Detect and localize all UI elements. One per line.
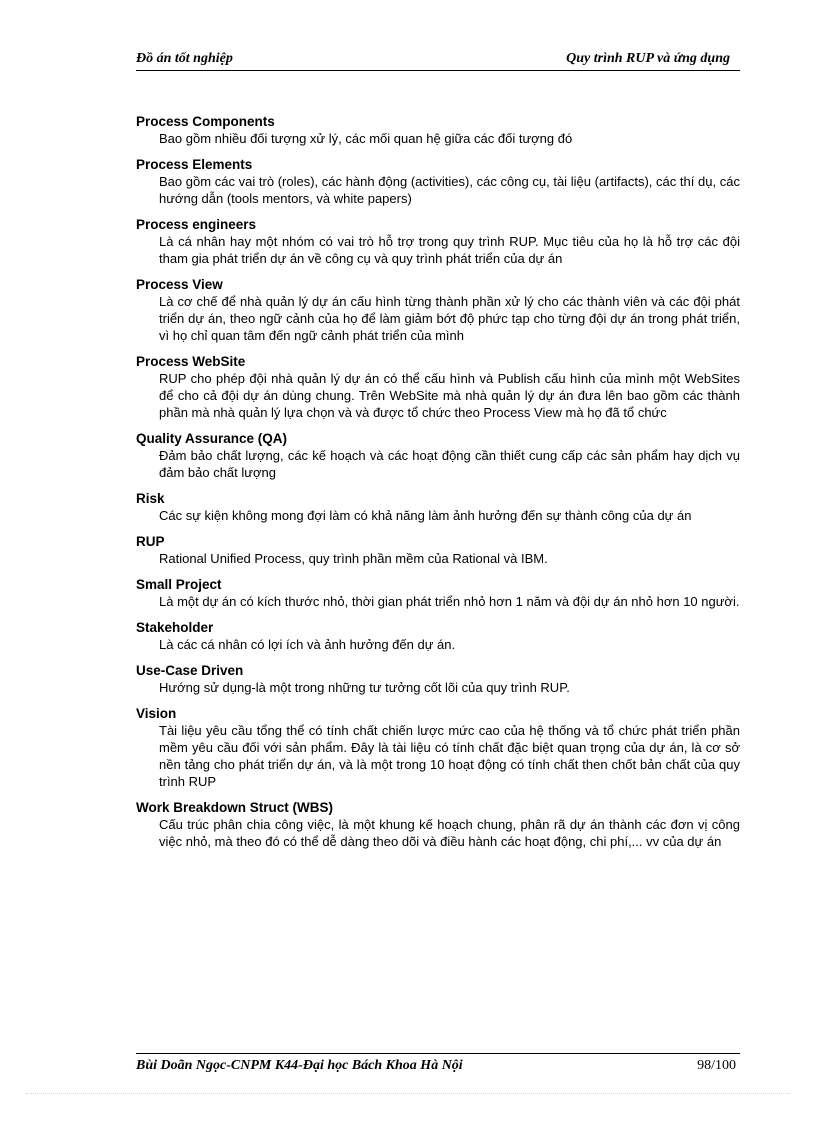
page-edge-divider: [26, 1093, 790, 1094]
glossary-term: Process WebSite: [136, 354, 246, 369]
page-header: [136, 50, 740, 71]
glossary-definition: Là cá nhân hay một nhóm có vai trò hỗ trợ trong quy trình RUP. Mục tiêu của họ là hỗ trợ các đội tham gia phát triển dự án về công cụ và quy trình phát triển của dự án: [159, 234, 740, 266]
glossary-term: Small Project: [136, 577, 222, 592]
glossary-definition: Các sự kiện không mong đợi làm có khả năng làm ảnh hưởng đến sự thành công của dự án: [159, 508, 692, 523]
glossary-definition: Là các cá nhân có lợi ích và ảnh hưởng đến dự án.: [159, 637, 456, 652]
glossary-entry: [136, 533, 740, 567]
glossary-term: Process View: [136, 277, 223, 292]
glossary-definition: Tài liệu yêu cầu tổng thể có tính chất chiến lược mức cao của hệ thống và tổ chức phát triển phần mềm yêu cầu đối với sản phẩm. Đây là tài liệu có tính chất đặc biệt quan trọng của dự án, là cơ sở nền tảng cho phát triển dự án, và là một trong 10 hoạt động có tính chất then chốt bản chất của quy trình RUP: [159, 723, 740, 789]
glossary-definition: RUP cho phép đội nhà quản lý dự án có thể cấu hình và Publish cấu hình của mình một WebSites để cho cả đội dự án dùng chung. Trên WebSite mà nhà quản lý dự án đưa lên bao gồm các thành phần mà nhà quản lý lựa chọn và và được tổ chức theo Process View mà họ đã tổ chức: [159, 371, 740, 420]
page-number: 98/100: [697, 1058, 736, 1073]
glossary-entry: [136, 113, 740, 147]
glossary-definition: Rational Unified Process, quy trình phần mềm của Rational và IBM.: [159, 551, 548, 566]
glossary-list: [136, 113, 740, 859]
glossary-entry: [136, 276, 740, 344]
glossary-term: Use-Case Driven: [136, 663, 244, 678]
glossary-entry: [136, 576, 740, 610]
glossary-entry: [136, 430, 740, 481]
glossary-definition: Bao gồm các vai trò (roles), các hành động (activities), các công cụ, tài liệu (artifacts), các thí dụ, các hướng dẫn (tools mentors, và white papers): [159, 174, 740, 206]
glossary-entry: [136, 156, 740, 207]
glossary-entry: [136, 799, 740, 850]
glossary-definition: Đảm bảo chất lượng, các kế hoạch và các hoạt động cần thiết cung cấp các sản phẩm hay dịch vụ đảm bảo chất lượng: [159, 448, 740, 480]
footer-author: Bùi Doãn Ngọc-CNPM K44-Đại học Bách Khoa Hà Nội: [136, 1058, 463, 1073]
glossary-definition: Là cơ chế để nhà quản lý dự án cấu hình từng thành phần xử lý cho các thành viên và các đội phát triển dự án, theo ngữ cảnh của họ để làm giảm bớt độ phức tạp cho từng đội dự án trong phát triển, vì họ chỉ quan tâm đến ngữ cảnh phát triển của mình: [159, 294, 740, 343]
glossary-entry: [136, 353, 740, 421]
glossary-entry: [136, 216, 740, 267]
glossary-entry: [136, 662, 740, 696]
glossary-term: RUP: [136, 534, 165, 549]
glossary-definition: Hướng sử dụng-là một trong những tư tưởng cốt lõi của quy trình RUP.: [159, 680, 570, 695]
glossary-term: Work Breakdown Struct (WBS): [136, 800, 334, 815]
header-title-left: Đồ án tốt nghiệp: [136, 51, 233, 66]
page-footer: [136, 1053, 740, 1078]
glossary-definition: Là một dự án có kích thước nhỏ, thời gian phát triển nhỏ hơn 1 năm và đội dự án nhỏ hơn 10 người.: [159, 594, 740, 609]
glossary-term: Process Components: [136, 114, 275, 129]
glossary-term: Process Elements: [136, 157, 253, 172]
glossary-term: Vision: [136, 706, 177, 721]
glossary-term: Quality Assurance (QA): [136, 431, 288, 446]
glossary-entry: [136, 490, 740, 524]
glossary-definition: Bao gồm nhiều đối tượng xử lý, các mối quan hệ giữa các đối tượng đó: [159, 131, 573, 146]
glossary-term: Stakeholder: [136, 620, 214, 635]
header-title-right: Quy trình RUP và ứng dụng: [566, 51, 730, 66]
glossary-definition: Cấu trúc phân chia công việc, là một khung kế hoạch chung, phân rã dự án thành các đơn vị công việc nhỏ, mà theo đó có thể dễ dàng theo dõi và điều hành các hoạt động, chi phí,... vv của dự án: [159, 817, 740, 849]
glossary-term: Risk: [136, 491, 165, 506]
glossary-term: Process engineers: [136, 217, 257, 232]
glossary-entry: [136, 619, 740, 653]
glossary-entry: [136, 705, 740, 790]
